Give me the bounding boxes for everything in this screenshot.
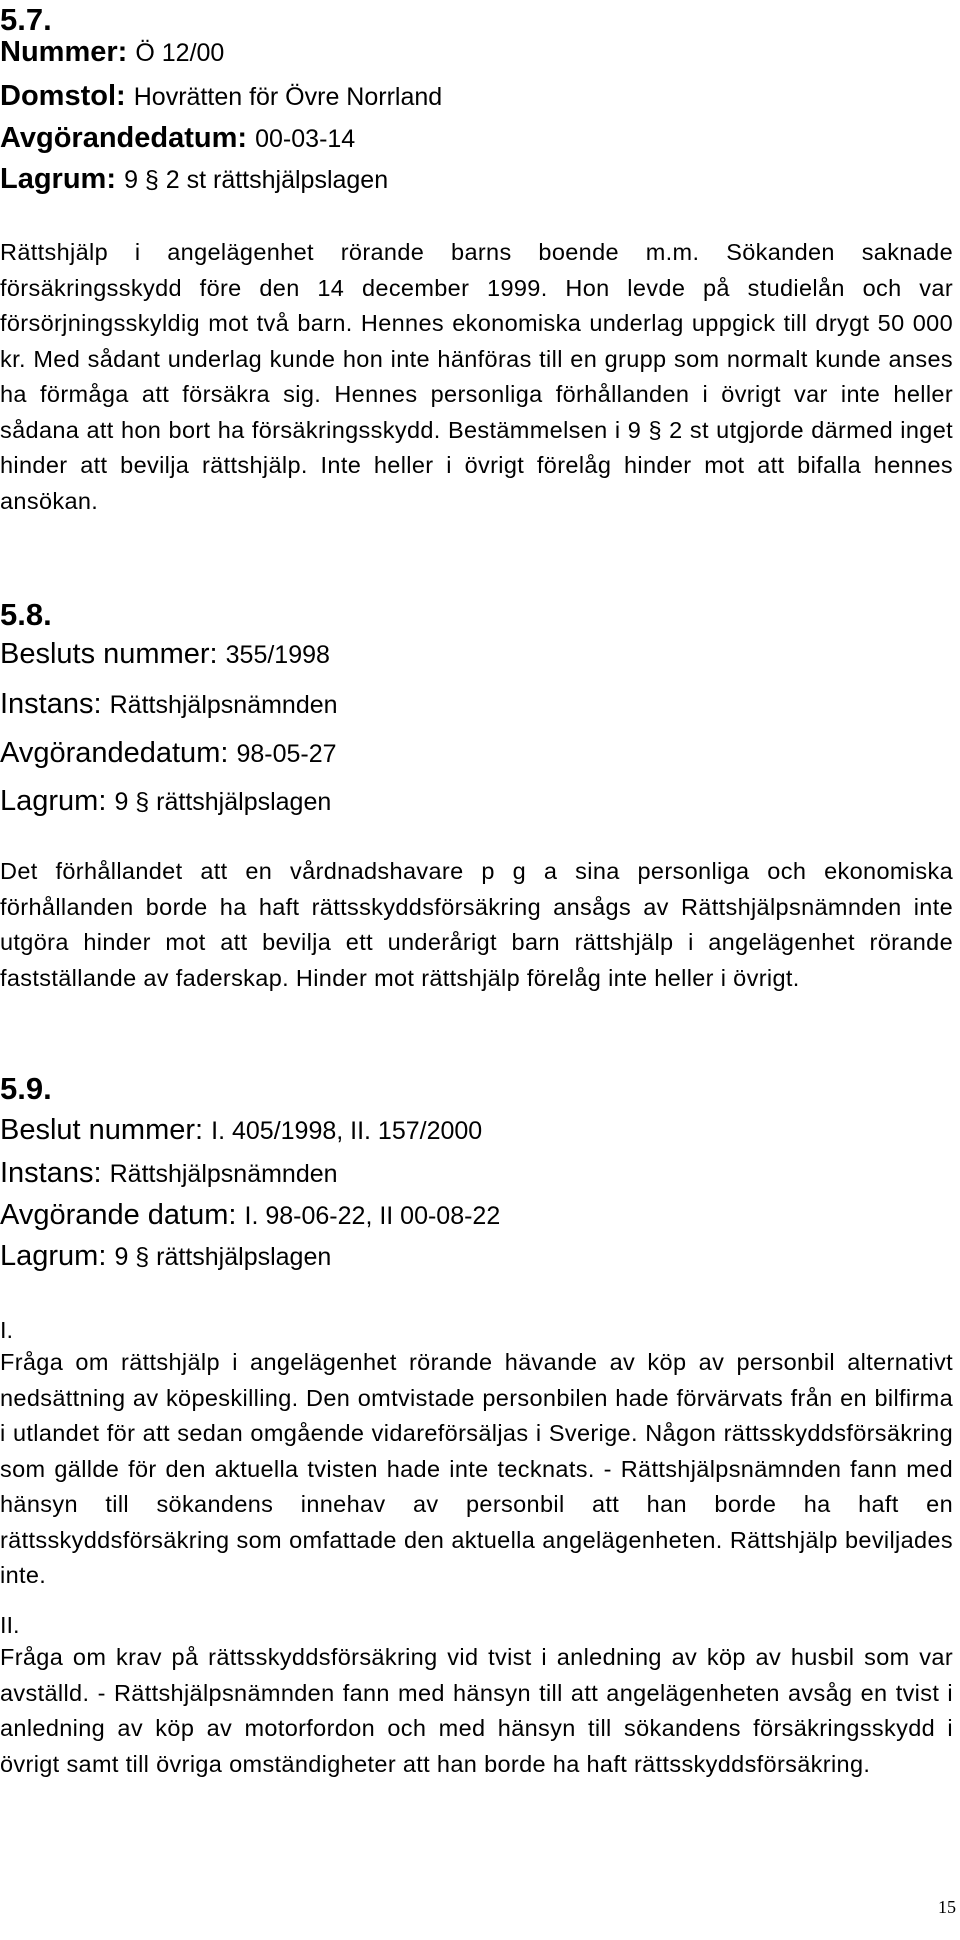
field-avgorandedatum: Avgörandedatum: 98-05-27: [0, 737, 337, 769]
field-avgorandedatum: Avgörandedatum: 00-03-14: [0, 122, 356, 154]
field-lagrum: Lagrum: 9 § rättshjälpslagen: [0, 1240, 332, 1272]
field-besluts-nummer: Besluts nummer: 355/1998: [0, 638, 330, 670]
section-number: 5.8.: [0, 597, 52, 632]
part-paragraph: Fråga om krav på rättsskyddsförsäkring vid tvist i anledning av köp av husbil som var avställd. - Rättshjälpsnämnden fann med hänsyn till att angelägenheten avsåg en tvist i anledning av köp av motorfordon och med hänsyn till sökandens försäkringsskydd i övrigt samt till övriga omständigheter att han borde ha haft rättsskyddsförsäkring.: [0, 1644, 953, 1777]
part-paragraph: Fråga om rättshjälp i angelägenhet rörande hävande av köp av personbil alternativt nedsättning av köpeskilling. Den omtvistade personbilen hade förvärvats från en bilfirma i utlandet för att sedan omgående vidareförsäljas i Sverige. Någon rättsskyddsförsäkring som gällde för den aktuella tvisten hade inte tecknats. - Rättshjälpsnämnden fann med hänsyn till sökandens innehav av personbil att han borde ha haft en rättsskyddsförsäkring som omfattade den aktuella angelägenheten. Rättshjälp beviljades inte.: [0, 1349, 953, 1588]
field-domstol: Domstol: Hovrätten för Övre Norrland: [0, 80, 443, 112]
section-paragraph: Det förhållandet att en vårdnadshavare p g a sina personliga och ekonomiska förhållanden borde ha haft rättsskyddsförsäkring ansågs av Rättshjälpsnämnden inte utgöra hinder mot att bevilja ett underårigt barn rättshjälp i angelägenhet rörande fastställande av faderskap. Hinder mot rättshjälp förelåg inte heller i övrigt.: [0, 858, 953, 991]
field-lagrum: Lagrum: 9 § rättshjälpslagen: [0, 785, 332, 817]
section-number: 5.9.: [0, 1071, 52, 1106]
section-number: 5.7.: [0, 2, 52, 37]
field-lagrum: Lagrum: 9 § 2 st rättshjälpslagen: [0, 163, 389, 195]
page-number: 15: [938, 1897, 956, 1917]
part-marker: II.: [0, 1612, 20, 1638]
field-instans: Instans: Rättshjälpsnämnden: [0, 688, 338, 720]
field-beslut-nummer: Beslut nummer: I. 405/1998, II. 157/2000: [0, 1114, 483, 1146]
field-instans: Instans: Rättshjälpsnämnden: [0, 1157, 338, 1189]
section-paragraph: Rättshjälp i angelägenhet rörande barns boende m.m. Sökanden saknade försäkringsskydd före den 14 december 1999. Hon levde på studielån och var försörjningsskyldig mot två barn. Hennes ekonomiska underlag uppgick till drygt 50 000 kr. Med sådant underlag kunde hon inte hänföras till en grupp som normalt kunde anses ha förmåga att försäkra sig. Hennes personliga förhållanden i övrigt var inte heller sådana att hon bort ha försäkringsskydd. Bestämmelsen i 9 § 2 st utgjorde därmed inget hinder att bevilja rättshjälp. Inte heller i övrigt förelåg hinder mot att bifalla hennes ansökan.: [0, 239, 953, 514]
field-avgorande-datum: Avgörande datum: I. 98-06-22, II 00-08-22: [0, 1199, 501, 1231]
part-marker: I.: [0, 1317, 14, 1343]
field-nummer: Nummer: Ö 12/00: [0, 36, 225, 68]
